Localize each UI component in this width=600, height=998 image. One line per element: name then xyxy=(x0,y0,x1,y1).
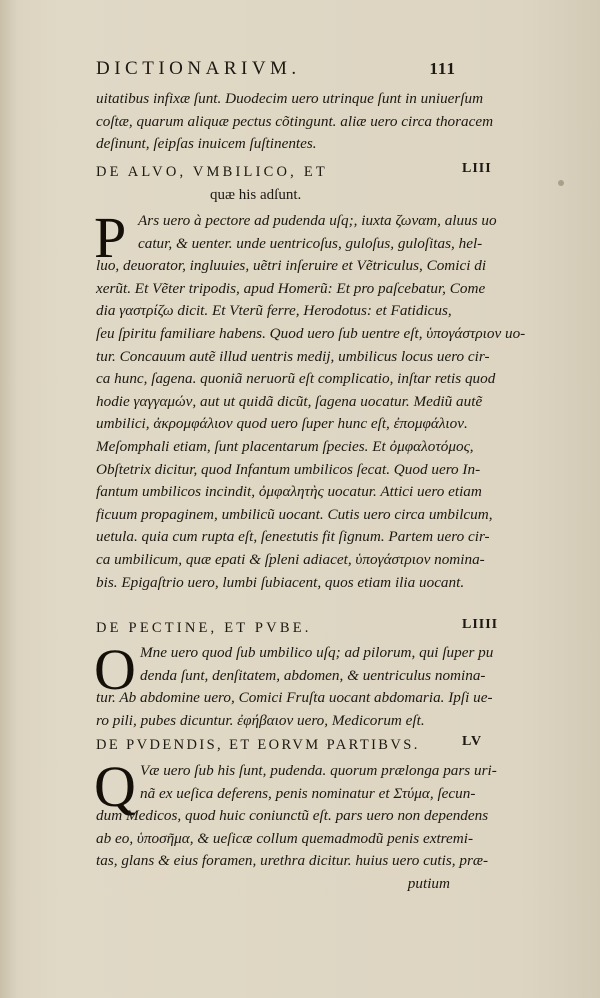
text-line: ca hunc, ſagena. quoniã neruorũ eſt complicatio, inſtar retis quod xyxy=(96,370,496,388)
drop-capital: P xyxy=(94,205,127,270)
margin-number: LIII xyxy=(462,161,492,176)
text-line: nã ex ueſica deferens, penis nominatur et Στύμα, ſecun- xyxy=(140,784,476,802)
section-heading: DE ALVO, VMBILICO, ET xyxy=(96,164,328,180)
section-heading: DE PECTINE, ET PVBE. xyxy=(96,620,312,636)
text-line: ſeu ſpiritu familiare habens. Quod uero ſub uentre eſt, ὑπογάστριον uo- xyxy=(96,324,526,342)
section-paragraph xyxy=(94,637,494,732)
text-line: ficuum propaginem, umbilicũ uocant. Cutis uero circa umbilcum, xyxy=(96,505,493,523)
text-line: ca umbilicum, quæ epati & ſpleni adiacet, ὑπογάστριον nomina- xyxy=(96,550,485,568)
drop-capital: Q xyxy=(94,754,136,819)
folio-number: 111 xyxy=(429,59,456,78)
page-header xyxy=(96,58,456,80)
text-line: xerũt. Et Vẽter tripodis, apud Homerũ: Et pro paſcebatur, Come xyxy=(96,279,486,297)
text-line: Obſtetrix dicitur, quod Infantum umbilicos ſecat. Quod uero In- xyxy=(96,460,481,478)
text-line: uetula. quia cum rupta eſt, ſeneεtutis fit ſignum. Partem uero cir- xyxy=(96,528,490,546)
text-line: Væ uero ſub his ſunt, pudenda. quorum prælonga pars uri- xyxy=(140,762,497,779)
text-line: tur. Concauum autẽ illud uentris medij, umbilicus locus uero cir- xyxy=(96,347,490,365)
text-line: Meſomphali etiam, ſunt placentarum ſpecies. Et ὀμφαλοτόμος, xyxy=(96,437,474,455)
text-line: tas, glans & eius foramen, urethra dicitur. huius uero cutis, præ- xyxy=(96,852,489,870)
catchword: putium xyxy=(407,874,450,892)
text-line: dum Medicos, quod huic coniunctũ eſt. pars uero non dependens xyxy=(96,807,489,825)
text-line: uitatibus infixæ ſunt. Duodecim uero utrinque ſunt in uniuerſum xyxy=(96,90,484,107)
text-line: tur. Ab abdomine uero, Comici Fruſta uocant abdomaria. Ipſi ue- xyxy=(96,689,493,707)
text-line: catur, & uenter. unde uentricoſus, guloſus, guloſitas, hel- xyxy=(138,234,483,252)
section-paragraph xyxy=(94,205,526,594)
text-line: bis. Epigaſtrio uero, lumbi ſubiacent, quos etiam ilia uocant. xyxy=(96,573,465,591)
intro-paragraph xyxy=(96,88,494,156)
text-line: ro pili, pubes dicuntur. ἐφήβαιον uero, Medicorum eſt. xyxy=(96,711,425,729)
text-line: umbilici, ἀκρομφάλιον quod uero ſuper hunc eſt, ἐπομφάλιον. xyxy=(96,415,468,433)
drop-capital: O xyxy=(94,637,136,702)
text-line: Mne uero quod ſub umbilico uſq; ad pilorum, qui ſuper pu xyxy=(140,644,494,661)
section-heading: DE PVDENDIS, ET EORVM PARTIBVS. xyxy=(96,737,420,753)
section-subheading: quæ his adſunt. xyxy=(210,187,302,203)
text-line: coſtæ, quarum aliquæ pectus cõtingunt. aliæ uero circa thoracem xyxy=(96,112,494,130)
section-paragraph xyxy=(94,754,497,896)
margin-number: LV xyxy=(462,734,483,749)
running-title: DICTIONARIVM. xyxy=(96,58,301,79)
text-line: hodie γαγγαμών, aut ut quidã dicũt, ſagena uocatur. Mediũ autẽ xyxy=(96,392,483,410)
text-line: dia γαστρίζω dicit. Et Vterũ ferre, Herodotus: et Fatidicus, xyxy=(96,302,452,320)
text-line: deſinunt, ſeipſas inuicem ſuſtinentes. xyxy=(96,135,317,153)
text-line: luo, deuorator, ingluuies, uẽtri inſeruire et Vẽtriculus, Comici di xyxy=(96,257,487,275)
margin-number: LIIII xyxy=(462,617,499,632)
text-line: Ars uero à pectore ad pudenda uſq;, iuxta ζωναm, aluus uo xyxy=(138,212,497,229)
text-line: denda ſunt, denſitatem, abdomen, & uentriculus nomina- xyxy=(140,666,486,684)
text-line: fantum umbilicos incindit, ὀμφαλητὴς uocatur. Attici uero etiam xyxy=(96,483,482,501)
text-line: ab eo, ὑποσῆμα, & ueſicæ collum quemadmodũ penis extremi- xyxy=(96,829,474,847)
paper-speck xyxy=(558,180,564,186)
